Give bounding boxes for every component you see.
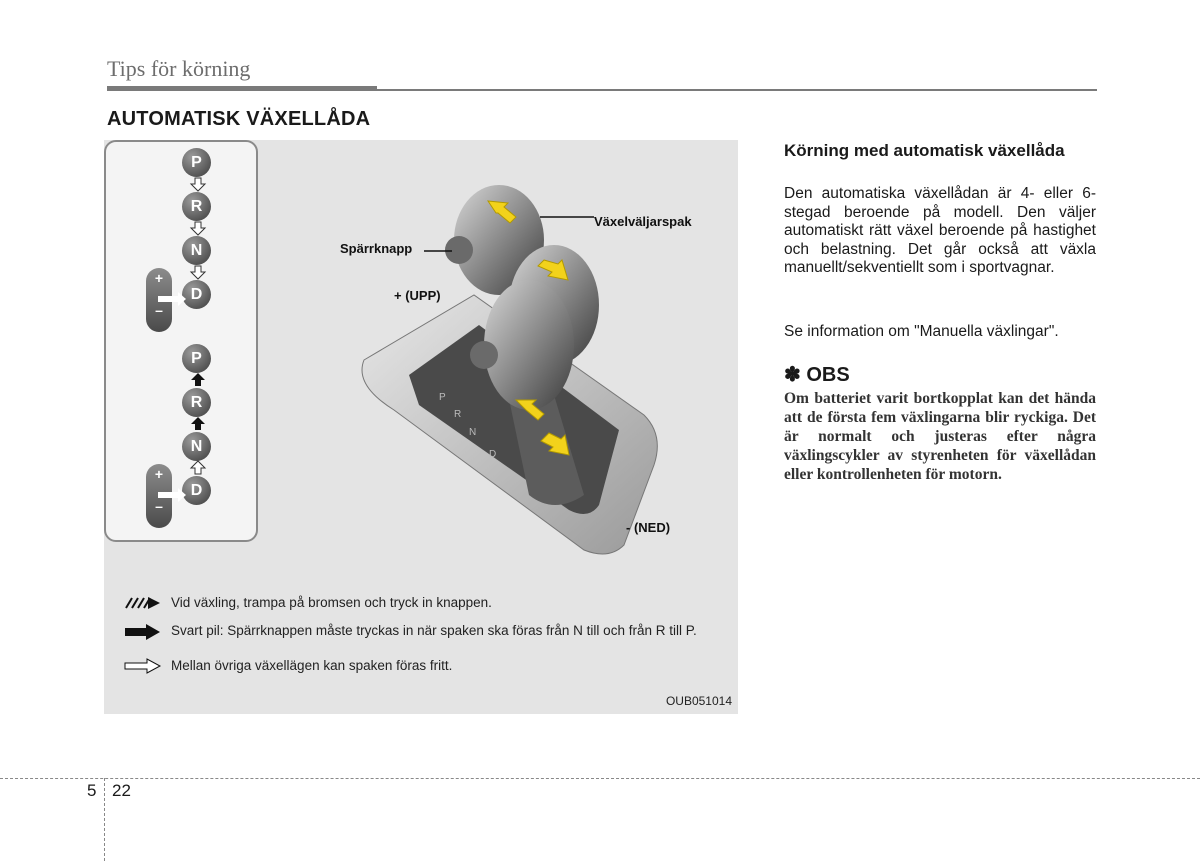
black-arrows-bottom-icon [188, 372, 208, 492]
figure-code: OUB051014 [665, 694, 732, 708]
outline-arrows-top-icon [188, 176, 208, 296]
outline-arrow-icon [124, 658, 162, 674]
label-lock-button: Spärrknapp [340, 241, 413, 256]
legend-text-1: Vid växling, trampa på bromsen och tryck in knappen. [171, 595, 492, 610]
footer-divider [0, 778, 1200, 779]
gear-r-top: R [182, 192, 211, 221]
page-header-title: Tips för körning [107, 56, 251, 81]
shift-pattern-panel [104, 140, 258, 542]
label-selector-lever: Växelväljarspak [594, 214, 692, 229]
manual-gate-arrow-bottom-icon [158, 486, 188, 506]
gear-p-bottom: P [182, 344, 211, 373]
page-number: 22 [112, 781, 131, 800]
gear-d-bottom: D [182, 476, 211, 505]
footer-vertical-divider [104, 778, 105, 861]
svg-text:R: R [454, 409, 462, 420]
gear-r-bottom: R [182, 388, 211, 417]
obs-title: ✽ OBS [784, 364, 850, 386]
right-heading: Körning med automatisk växellåda [784, 141, 1065, 160]
svg-text:D: D [489, 449, 497, 460]
label-down: - (NED) [626, 520, 671, 535]
gear-n-top: N [182, 236, 211, 265]
svg-text:N: N [469, 427, 477, 438]
legend-text-2: Svart pil: Spärrknappen måste tryckas in när spaken ska föras från N till och från R till P. [171, 623, 697, 638]
minus-sign: – [155, 498, 163, 514]
label-up: + (UPP) [394, 288, 441, 303]
section-title: AUTOMATISK VÄXELLÅDA [107, 108, 371, 130]
right-paragraph-2: Se information om "Manuella växlingar". [784, 323, 1059, 340]
gear-p-top: P [182, 148, 211, 177]
right-paragraph-1: Den automatiska växellådan är 4- eller 6-stegad beroende på modell. Den väljer automatiskt rätt växel beroende på hastighet och belastning. Det går också att växla manuellt/sekventiellt som i sportvagnar. [784, 185, 1096, 276]
page-chapter: 5 [87, 781, 97, 800]
plus-sign: + [154, 270, 164, 286]
gear-d-top: D [182, 280, 211, 309]
manual-gate-arrow-top-icon [158, 290, 188, 310]
obs-text: Om batteriet varit bortkopplat kan det hända att de första fem växlingarna blir ryckiga. Det är normalt och justeras efter några växlingscykler av styrenheten för växellådan eller kontrollenheten för motorn. [784, 390, 1096, 483]
plus-sign: + [154, 466, 164, 482]
minus-sign: – [155, 302, 163, 318]
legend-text-3: Mellan övriga växellägen kan spaken föras fritt. [171, 658, 453, 673]
svg-text:P: P [439, 392, 446, 403]
hatched-arrow-icon [124, 595, 162, 611]
header-rule-thin [377, 89, 1097, 91]
header-rule-thick [107, 86, 377, 91]
gear-n-bottom: N [182, 432, 211, 461]
gear-shift-figure [104, 140, 738, 714]
black-arrow-icon [124, 624, 162, 640]
